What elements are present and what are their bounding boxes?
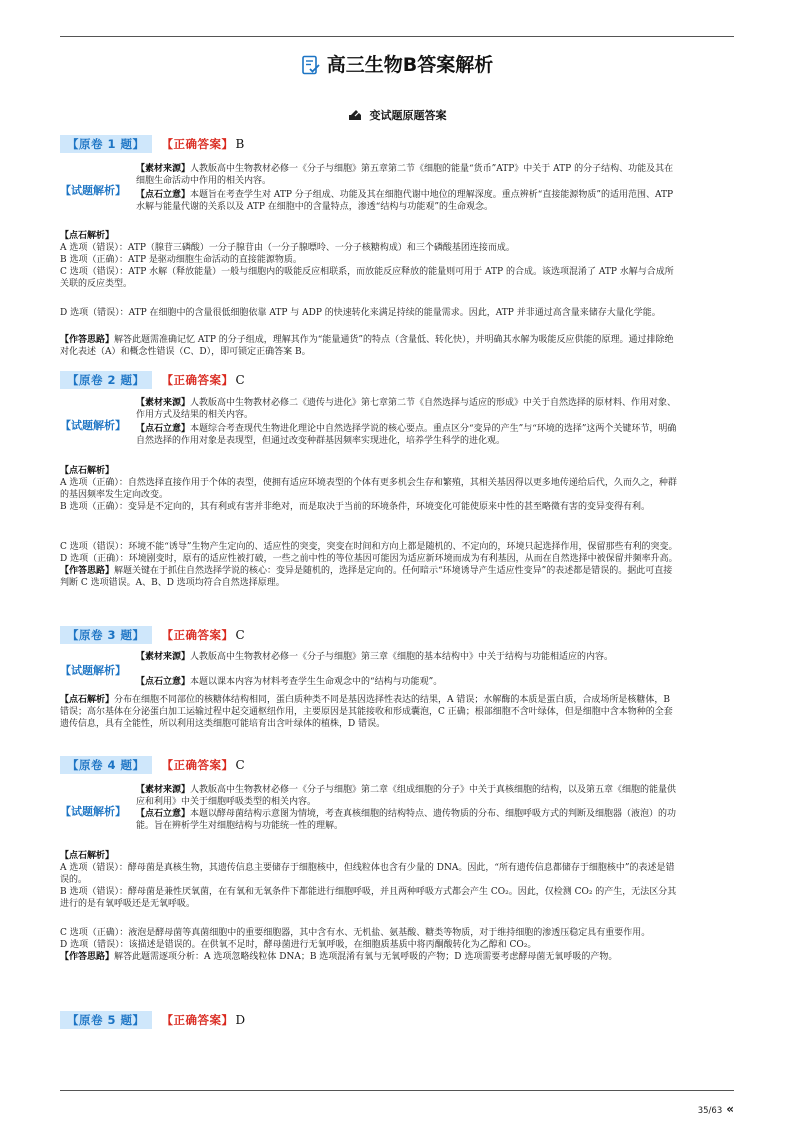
answer-label: 【正确答案】 xyxy=(161,373,234,387)
q4-more xyxy=(60,927,680,963)
q4-source: 【素材来源】人教版高中生物教材必修一《分子与细胞》第二章《组成细胞的分子》中关于真核细胞的结构，以及第五章《细胞的能量供应和利用》中关于细胞呼吸类型的相关内容。 xyxy=(136,785,677,807)
q3-intent: 【点石立意】本题以课本内容为材料考查学生生命观念中的“结构与功能观”。 xyxy=(136,677,443,687)
page-title: 高三生物B答案解析 xyxy=(326,54,494,76)
q1-option-d: D 选项（错误）：ATP 在细胞中的含量很低细胞依靠 ATP 与 ADP 的快速转化来满足持续的能量需求。因此，ATP 并非通过高含量来储存大量化学能。 xyxy=(60,308,661,318)
q4-option-a: A 选项（错误）：酵母菌是真核生物，其遗传信息主要储存于细胞核中，但线粒体也含有少量的 DNA。因此，“所有遗传信息都储存于细胞核中”的表述是错误的。 xyxy=(60,863,675,885)
q1-source: 【素材来源】人教版高中生物教材必修一《分子与细胞》第五章第二节《细胞的能量“货币”ATP》中关于 ATP 的分子结构、功能及其在细胞生命活动中作用的相关内容。 xyxy=(136,164,674,186)
page-number: 35/63 « xyxy=(697,1102,734,1116)
q4-intent: 【点石立意】本题以酵母菌结构示意图为情境，考查真核细胞的结构特点、遗传物质的分布、细胞呼吸方式的判断及细胞器（液泡）的功能。旨在辨析学生对细胞结构与功能统一性的理解。 xyxy=(136,809,677,831)
question-3-badge: 【原卷 3 题】 xyxy=(60,626,152,644)
question-2-header xyxy=(60,371,245,389)
q2-option-b: B 选项（正确）：变异是不定向的，其有利或有害并非绝对，而是取决于当前的环境条件，环境变化可能使原来中性的甚至略微有害的变异变得有利。 xyxy=(60,502,650,512)
explain-label: 【试题解析】 xyxy=(60,805,126,818)
question-2-answer: C xyxy=(235,373,245,387)
question-4-badge: 【原卷 4 题】 xyxy=(60,756,152,774)
q2-thinking: 【作答思路】解题关键在于抓住自然选择学说的核心：变异是随机的，选择是定向的。任何暗示“环境诱导产生适应性变异”的表述都是错误的。据此可直接判断 C 选项错误。A、B、D 选项均符合自然选择原理。 xyxy=(60,566,673,588)
question-1-badge: 【原卷 1 题】 xyxy=(60,135,152,153)
q2-intent: 【点石立意】本题综合考查现代生物进化理论中自然选择学说的核心要点。重点区分“变异的产生”与“环境的选择”这两个关键环节，明确自然选择的作用对象是表现型，但通过改变种群基因频率实现进化，培养学生科学的进化观。 xyxy=(136,424,677,446)
q2-more xyxy=(60,541,680,589)
question-5-badge: 【原卷 5 题】 xyxy=(60,1011,152,1029)
q4-option-b: B 选项（错误）：酵母菌是兼性厌氧菌，在有氧和无氧条件下都能进行细胞呼吸，并且两种呼吸方式都会产生 CO₂。因此，仅检测 CO₂ 的产生，无法区分其进行的是有氧呼吸还是无氧呼吸。 xyxy=(60,887,677,909)
question-5-header xyxy=(60,1011,245,1029)
page-title-block xyxy=(0,50,794,80)
question-4-answer: C xyxy=(235,758,245,772)
answer-label: 【正确答案】 xyxy=(161,1013,234,1027)
q1-thinking: 【作答思路】解答此题需准确记忆 ATP 的分子组成，理解其作为“能量通货”的特点（含量低、转化快），并明确其水解为吸能反应供能的原理。通过排除绝对化表述（A）和概念性错误（C、D），即可锁定正确答案 B。 xyxy=(60,335,674,357)
explain-label: 【试题解析】 xyxy=(60,664,126,677)
explain-label: 【试题解析】 xyxy=(60,419,126,432)
q1-option-b: B 选项（正确）：ATP 是驱动细胞生命活动的直接能源物质。 xyxy=(60,255,302,265)
q2-option-d: D 选项（正确）：环境剧变时，原有的适应性被打破，一些之前中性的等位基因可能因为适应新环境而成为有利基因，从而在自然选择中被保留并频率升高。 xyxy=(60,554,678,564)
q4-thinking: 【作答思路】解答此题需逐项分析：A 选项忽略线粒体 DNA；B 选项混淆有氧与无氧呼吸的产物；D 选项需要考虑酵母菌无氧呼吸的产物。 xyxy=(60,952,618,962)
answer-label: 【正确答案】 xyxy=(161,628,234,642)
q3-source: 【素材来源】人教版高中生物教材必修一《分子与细胞》第三章《细胞的基本结构中》中关于结构与功能相适应的内容。 xyxy=(136,652,614,662)
question-1-answer: B xyxy=(235,137,245,151)
question-3-header xyxy=(60,626,245,644)
answer-label: 【正确答案】 xyxy=(161,137,234,151)
document-check-icon xyxy=(301,55,321,80)
explain-label: 【试题解析】 xyxy=(60,184,126,197)
q4-option-d: D 选项（错误）：该描述是错误的。在供氧不足时，酵母菌进行无氧呼吸，在细胞质基质中将丙酮酸转化为乙醇和 CO₂。 xyxy=(60,940,537,950)
double-chevron-left-icon: « xyxy=(726,1102,734,1116)
header-rule xyxy=(60,36,734,37)
q4-analysis: 【点石解析】 A 选项（错误）：酵母菌是真核生物，其遗传信息主要储存于细胞核中，但线粒体也含有少量的 DNA。因此，“所有遗传信息都储存于细胞核中”的表述是错误的。 B 选项（错误）：酵母菌是兼性厌氧菌，在有氧和无氧条件下都能进行细胞呼吸，并且两种呼吸方式都会产生 CO₂。因此，仅检测 CO₂ 的产生，无法区分其进行的是有氧呼吸还是无氧呼吸。 xyxy=(60,850,680,910)
question-4-header xyxy=(60,756,245,774)
answer-label: 【正确答案】 xyxy=(161,758,234,772)
question-2-badge: 【原卷 2 题】 xyxy=(60,371,152,389)
q3-analysis: 【点石解析】分布在细胞不同部位的核糖体结构相同，蛋白质种类不同是基因选择性表达的结果，A 错误；水解酶的本质是蛋白质，合成场所是核糖体，B 错误；高尔基体在分泌蛋白加工运输过程中起交通枢纽作用，主要原因是其能接收和形成囊泡，C 正确；根部细胞不含叶绿体，但是细胞中含本物种的全套遗传信息，具有全能性，所以利用这类细胞可能培育出含叶绿体的植株，D 错误。 xyxy=(60,695,673,729)
q1-option-c: C 选项（错误）：ATP 水解（释放能量）一般与细胞内的吸能反应相联系，而放能反应释放的能量则可用于 ATP 的合成。该选项混淆了 ATP 水解与合成所关联的反应类型。 xyxy=(60,267,674,289)
q4-option-c: C 选项（正确）：液泡是酵母菌等真菌细胞中的重要细胞器，其中含有水、无机盐、氨基酸、糖类等物质，对于维持细胞的渗透压稳定具有重要作用。 xyxy=(60,928,651,938)
q2-option-a: A 选项（正确）：自然选择直接作用于个体的表型，使拥有适应环境表型的个体有更多机会生存和繁殖，其相关基因得以更多地传递给后代，久而久之，种群的基因频率发生定向改变。 xyxy=(60,478,677,500)
q2-analysis: 【点石解析】 A 选项（正确）：自然选择直接作用于个体的表型，使拥有适应环境表型的个体有更多机会生存和繁殖，其相关基因得以更多地传递给后代，久而久之，种群的基因频率发生定向改变。 B 选项（正确）：变异是不定向的，其有利或有害并非绝对，而是取决于当前的环境条件，环境变化可能使原来中性的甚至略微有害的变异变得有利。 xyxy=(60,465,680,513)
q1-analysis: 【点石解析】 A 选项（错误）：ATP（腺苷三磷酸）一分子腺苷由（一分子腺嘌呤、一分子核糖构成）和三个磷酸基团连接而成。 B 选项（正确）：ATP 是驱动细胞生命活动的直接能源物质。 C 选项（错误）：ATP 水解（释放能量）一般与细胞内的吸能反应相联系，而放能反应释放的能量则可用于 ATP 的合成。该选项混淆了 ATP 水解与合成所关联的反应类型。 xyxy=(60,230,680,290)
section-heading xyxy=(0,107,794,124)
section-title: 变试题原题答案 xyxy=(369,109,447,122)
q1-option-a: A 选项（错误）：ATP（腺苷三磷酸）一分子腺苷由（一分子腺嘌呤、一分子核糖构成）和三个磷酸基团连接而成。 xyxy=(60,243,515,253)
question-5-answer: D xyxy=(235,1013,246,1027)
pen-icon xyxy=(348,109,362,124)
question-3-answer: C xyxy=(235,628,245,642)
q2-source: 【素材来源】人教版高中生物教材必修二《遗传与进化》第七章第二节《自然选择与适应的形成》中关于自然选择的原材料、作用对象、作用方式及结果的相关内容。 xyxy=(136,398,677,420)
q1-intent: 【点石立意】本题旨在考查学生对 ATP 分子组成、功能及其在细胞代谢中地位的理解深度。重点辨析“直接能源物质”的适用范围、ATP 水解与能量代谢的关系以及 ATP 在细胞中的含量特点，渗透“结构与功能观”的生命观念。 xyxy=(136,190,674,212)
question-1-header xyxy=(60,135,244,153)
q2-option-c: C 选项（错误）：环境不能“诱导”生物产生定向的、适应性的突变，突变在时间和方向上都是随机的、不定向的，环境只起选择作用，保留那些有利的突变。 xyxy=(60,542,678,552)
footer-rule xyxy=(60,1090,734,1091)
